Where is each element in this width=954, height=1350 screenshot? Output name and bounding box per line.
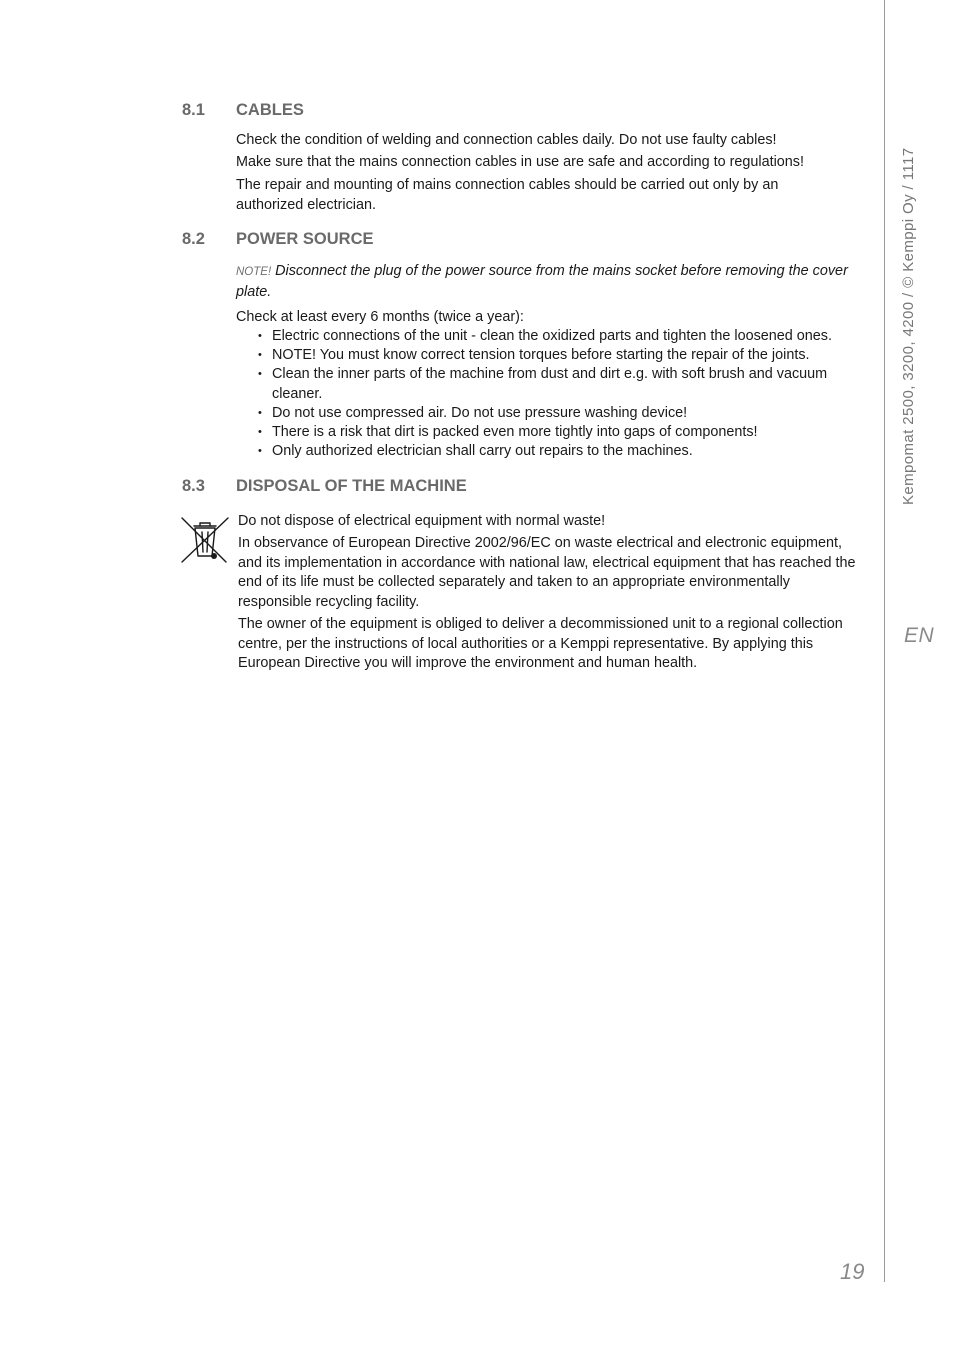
side-note: Kempomat 2500, 3200, 4200 / © Kemppi Oy / 1117 [900, 147, 917, 505]
power-source-intro: Check at least every 6 months (twice a year): [236, 309, 524, 325]
note-text: Disconnect the plug of the power source from the mains socket before removing the cover plate. [236, 263, 848, 300]
page-number: 19 [840, 1259, 865, 1284]
list-item: • There is a risk that dirt is packed even more tightly into gaps of components! [258, 423, 866, 442]
weee-crossed-bin-icon [180, 514, 232, 566]
section-heading-cables [182, 101, 304, 120]
list-item: • NOTE! You must know correct tension torques before starting the repair of the joints. [258, 346, 866, 365]
cables-paragraph-1: Check the condition of welding and connection cables daily. Do not use faulty cables! [236, 132, 777, 148]
note-label: NOTE! [236, 266, 272, 278]
language-tag: EN [904, 624, 935, 647]
section-number: 8.3 [182, 477, 205, 495]
section-heading-power-source [182, 230, 374, 249]
cables-paragraph-3: The repair and mounting of mains connection cables should be carried out only by an authorized electrician. [236, 177, 779, 213]
section-title: DISPOSAL OF THE MACHINE [236, 477, 467, 495]
list-item: • Only authorized electrician shall carry out repairs to the machines. [258, 442, 866, 461]
disposal-paragraph-3: The owner of the equipment is obliged to deliver a decommissioned unit to a regional collection centre, per the instructions of local authorities or a Kemppi representative. By applying this European Directive you will improve the environment and human health. [238, 616, 843, 671]
power-source-note [236, 262, 866, 302]
margin-rule [884, 0, 885, 1282]
list-item: • Clean the inner parts of the machine from dust and dirt e.g. with soft brush and vacuum cleaner. [258, 365, 866, 403]
section-heading-disposal [182, 477, 467, 496]
section-number: 8.1 [182, 101, 205, 119]
list-item: • Electric connections of the unit - clean the oxidized parts and tighten the loosened ones. [258, 327, 866, 346]
list-item: • Do not use compressed air. Do not use pressure washing device! [258, 404, 866, 423]
section-title: POWER SOURCE [236, 230, 374, 248]
section-title: CABLES [236, 101, 304, 119]
cables-paragraph-2: Make sure that the mains connection cables in use are safe and according to regulations! [236, 154, 804, 170]
disposal-paragraph-2: In observance of European Directive 2002/96/EC on waste electrical and electronic equipment, and its implementation in accordance with national law, electrical equipment that has reached the end of its life must be collected separately and taken to an appropriate environmentally responsible recycling facility. [238, 535, 856, 610]
disposal-paragraph-1: Do not dispose of electrical equipment with normal waste! [238, 513, 606, 529]
section-number: 8.2 [182, 230, 205, 248]
maintenance-list [258, 327, 866, 461]
